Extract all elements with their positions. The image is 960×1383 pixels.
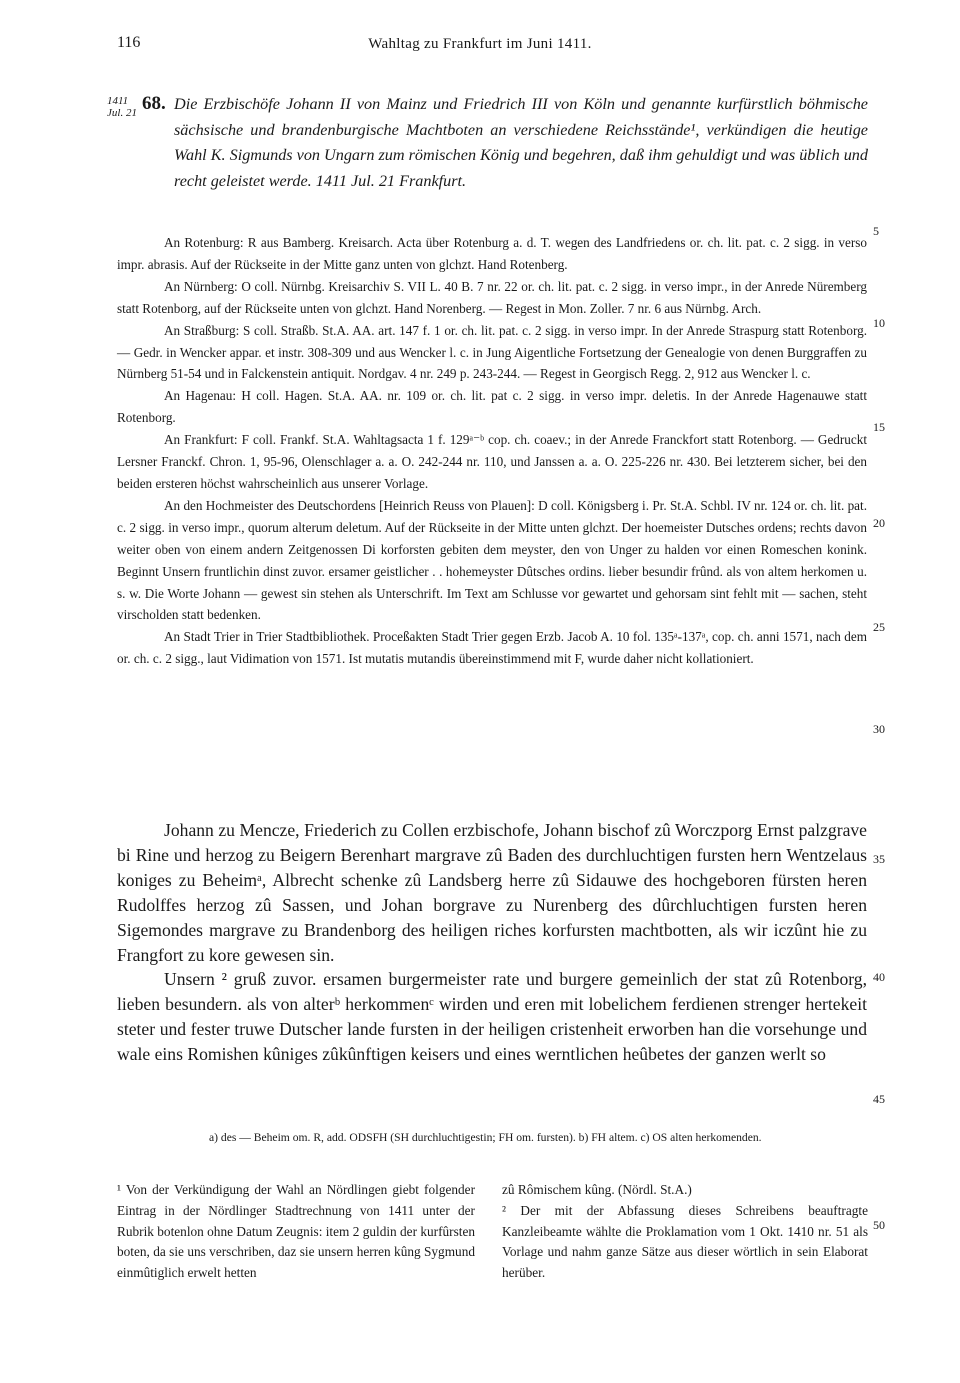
apparatus-entry-nuernberg: An Nürnberg: O coll. Nürnbg. Kreisarchiv S. VII L. 40 B. 7 nr. 22 or. ch. lit. pat. c. 2 sigg. in verso impr., in der Anrede Nüremberg statt Rotenborg, auf der Rückseite unten von glchzt. Hand Norenberg. — Regest in Mon. Zoller. 7 nr. 6 aus Nürnbg. Arch. (117, 278, 867, 316)
main-text (117, 818, 867, 1067)
apparatus-entry-frankfurt: An Frankfurt: F coll. Frankf. St.A. Wahltagsacta 1 f. 129ᵃ⁻ᵇ cop. ch. coaev.; in der Anrede Franckfort statt Rotenborg. — Gedruckt Lersner Franckf. Chron. 1, 95-96, Olenschlager a. a. O. 242-244 nr. 110, und Janssen a. a. O. 225-226 nr. 430. Bei letzterem sicher, bei den beiden ersteren höchst wahrscheinlich aus unserer Vorlage. (117, 432, 867, 491)
document-heading: Die Erzbischöfe Johann II von Mainz und Friedrich III von Köln und genannte kurfürstlich böhmische sächsische und brandenburgische Machtboten an verschiedene Reichsstände¹, verkündigen die heutige Wahl K. Sigmunds von Ungarn zum römischen König und begehren, daß ihm gehuldigt und was üblich und recht geleistet werde. 1411 Jul. 21 Frankfurt. (174, 95, 868, 190)
running-title: Wahltag zu Frankfurt im Juni 1411. (368, 36, 592, 52)
apparatus-entry-rotenburg: An Rotenburg: R aus Bamberg. Kreisarch. Acta über Rotenburg a. d. T. wegen des Landfriedens or. ch. lit. pat. c. 2 sigg. in verso impr. abrasis. Auf der Rückseite in der Mitte ganz unten von glchzt. Hand Rotenberg. (117, 235, 867, 272)
apparatus-entry-hochmeister: An den Hochmeister des Deutschordens [Heinrich Reuss von Plauen]: D coll. Königsberg i. Pr. St.A. Schbl. IV nr. 124 or. ch. lit. pat. c. 2 sigg. in verso impr., quorum alterum deletum. Auf der Rückseite in der Mitte unten glchzt. Der hoemeister Dutsches ordens; rechts davon weiter oben von einem andern Zeitgenossen Di korforsten gebiten dem meyster, den von Unger zu halden vor einen Romeschen konink. Beginnt Unsern fruntlichin dinst zuvor. ersamer geistlicher . . hohemeyster Dûtsches ordins. lieber besundir frûnd. als von altem herkomen u. s. w. Die Worte Johann — gewest sin stehen als Unterschrift. Im Text am Schlusse vor gewartet und gehorsam sint fehlt mit — sachen, steht virscholden statt bedenken. (117, 497, 867, 623)
margin-date: 1411 Jul. 21 (107, 95, 137, 119)
variant-notes: a) des — Beheim om. R, add. ODSFH (SH durchluchtigestin; FH om. fursten). b) FH altem. c) OS alten herkomenden. (209, 1131, 762, 1144)
line-number: 15 (873, 420, 885, 434)
line-number: 5 (873, 224, 879, 238)
document-number: 68. (142, 93, 166, 114)
line-number: 35 (873, 852, 885, 866)
main-paragraph: Unsern ² gruß zuvor. ersamen burgermeister rate und burgere gemeinlich der stat zû Rotenborg, lieben besundern. als von alterᵇ herkommenᶜ wirden und eren mit lobelichem ferdienen strenger hertekeit steter und fester truwe Dutscher lande fursten in der heiligen cristenheit erworben han die vorsehunge und wale eins Romishen kûniges zûkûnftigen keisers und eines werntlichen heûbetes der ganzen werlt so (117, 969, 867, 1065)
footnote-right: zû Rômischem kûng. (Nördl. St.A.) ² Der mit der Abfassung dieses Schreibens beauftragte Kanzleibeamte wählte die Proklamation vom 1 Okt. 1410 nr. 51 als Vorlage und nahm ganze Sätze aus dieser wörtlich in sein Elaborat herüber. (502, 1182, 868, 1281)
apparatus-entry-hagenau: An Hagenau: H coll. Hagen. St.A. AA. nr. 109 or. ch. lit. pat c. 2 sigg. in verso impr. deletis. In der Anrede Hagenauwe statt Rotenborg. (117, 388, 867, 426)
apparatus-entry-strassburg: An Straßburg: S coll. Straßb. St.A. AA. art. 147 f. 1 or. ch. lit. pat. c. 2 sigg. in verso impr. In der Anrede Straspurg statt Rotenborg. — Gedr. in Wencker appar. et instr. 308-309 und aus Wencker l. c. in Jung Aigentliche Fortsetzung der Genealogie von denen Burggraffen zu Nürnberg 51-54 und in Falckenstein antiquit. Nordgav. 4 nr. 249 p. 243-244. — Regest in Georgisch Regg. 2, 912 aus Wencker l. c. (117, 322, 867, 382)
apparatus-entry-trier: An Stadt Trier in Trier Stadtbibliothek. Proceßakten Stadt Trier gegen Erzb. Jacob A. 10 fol. 135ᵃ-137ᵃ, cop. ch. anni 1571, nach dem or. ch. c. 2 sigg., laut Vidimation von 1571. Ist mutatis mutandis übereinstimmend mit F, wurde daher nicht kollationiert. (117, 629, 867, 667)
footnote-left: ¹ Von der Verkündigung der Wahl an Nördlingen giebt folgender Eintrag in der Nördlinger Stadtrechnung von 1411 unter der Rubrik botenlon ohne Datum Zeugnis: item 2 guldin der kurfûrsten boten, da sie uns verschriben, daz sie unsern herren kûng Sygmund einmûtiglich erwelt hetten (117, 1182, 475, 1281)
page-number: 116 (117, 34, 141, 51)
line-number: 40 (873, 970, 885, 984)
critical-apparatus (117, 232, 867, 670)
line-number: 45 (873, 1092, 885, 1106)
line-number: 10 (873, 316, 885, 330)
line-number: 20 (873, 516, 885, 530)
line-number: 50 (873, 1218, 885, 1232)
line-number: 30 (873, 722, 885, 736)
main-paragraph: Johann zu Mencze, Friederich zu Collen erzbischofe, Johann bischof zû Worczporg Ernst palzgrave bi Rine und herzog zu Beigern Berenhart margrave zû Baden des durchluchtigen fursten hern Wentzelaus koniges zu Beheimᵃ, Albrecht schenke zû Landsberg herre zû Sidauwe des hochgeboren fürsten heren Rudolffes herzog zû Sassen, und Johan borgrave zu Nurenberg des dûrchluchtigen fursten heren Sigemondes margrave zu Brandenborg des heiligen riches korfursten machtbotten, als wir iczûnt hie zu Frangfort zu kore gewesen sin. (117, 820, 867, 965)
line-number: 25 (873, 620, 885, 634)
